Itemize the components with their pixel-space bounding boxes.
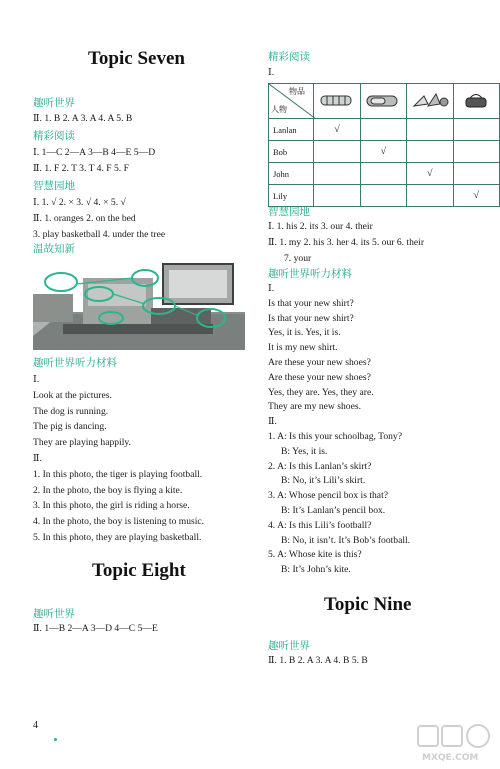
bag-icon — [456, 90, 496, 110]
material-line: The dog is running. — [33, 405, 109, 417]
pencil-case-picture — [314, 84, 360, 119]
listening-answers: Ⅱ. 1. B 2. A 3. A 4. A 5. B — [33, 113, 133, 124]
watermark-logo-graphic — [414, 722, 498, 764]
check-cell — [453, 141, 499, 163]
check-cell — [453, 119, 499, 141]
material-line: Are these your new shoes? — [268, 371, 371, 383]
material-line: 5. In this photo, they are playing basketball. — [33, 531, 202, 543]
material-line: 1. In this photo, the tiger is playing football. — [33, 468, 203, 480]
topic-nine-title: Topic Nine — [324, 594, 412, 615]
check-cell — [407, 141, 453, 163]
row-name: Lily — [269, 185, 314, 207]
material-line: 3. In this photo, the girl is riding a horse. — [33, 500, 190, 512]
section-heading-listening: 趣听世界 — [33, 97, 75, 109]
check-cell — [360, 119, 406, 141]
decorative-dot — [54, 738, 57, 741]
pencil-box-picture — [360, 84, 406, 119]
dialogue-question: 1. A: Is this your schoolbag, Tony? — [268, 430, 402, 442]
dialogue-answer: B: Yes, it is. — [281, 445, 328, 457]
material-line: The pig is dancing. — [33, 421, 107, 433]
bedroom-illustration-drawing — [33, 258, 245, 350]
material-line: Ⅱ. — [268, 416, 277, 428]
wisdom-answers — [33, 195, 165, 242]
section-heading-reading: 精彩阅读 — [33, 130, 75, 142]
answer-line: Ⅰ. 1—C 2—A 3—B 4—E 5—D — [33, 147, 156, 158]
check-cell — [314, 141, 360, 163]
reading-answers — [33, 145, 155, 177]
section-heading-listening: 趣听世界 — [268, 640, 310, 652]
listening-answers: Ⅱ. 1—B 2—A 3—D 4—C 5—E — [33, 623, 158, 634]
answer-line: Ⅱ. 1. F 2. T 3. T 4. F 5. F — [33, 162, 129, 174]
material-line: Yes, it is. Yes, it is. — [268, 327, 341, 339]
material-line: Ⅰ. — [268, 283, 275, 294]
check-cell — [314, 185, 360, 207]
reading-subsection-label: Ⅰ. — [268, 67, 275, 78]
matching-table — [268, 83, 500, 207]
section-heading-listening: 趣听世界 — [33, 608, 75, 620]
answer-line: 7. your — [284, 252, 312, 264]
check-cell: √ — [314, 119, 360, 141]
dialogue-answer: B: It’s Lanlan’s pencil box. — [281, 504, 386, 516]
dialogue-answer: B: No, it’s Lili’s skirt. — [281, 475, 366, 487]
header-person-label: 人物 — [271, 105, 287, 114]
toys-icon — [410, 90, 450, 110]
section-heading-wisdom: 智慧园地 — [268, 206, 310, 218]
material-line: Look at the pictures. — [33, 389, 112, 401]
check-cell — [407, 119, 453, 141]
bag-picture — [453, 84, 499, 119]
section-heading-listening-material: 趣听世界听力材料 — [268, 268, 352, 280]
row-name: Bob — [269, 141, 314, 163]
material-line: Are these your new shoes? — [268, 356, 371, 368]
section-heading-review: 温故知新 — [33, 243, 75, 255]
answer-line: Ⅰ. 1. √ 2. × 3. √ 4. × 5. √ — [33, 197, 126, 208]
row-name: Lanlan — [269, 119, 314, 141]
listening-material-text — [268, 282, 410, 578]
answer-line: Ⅰ. 1. his 2. its 3. our 4. their — [268, 221, 373, 232]
check-cell — [407, 185, 453, 207]
material-line: It is my new shirt. — [268, 342, 338, 354]
material-line: Ⅱ. — [33, 452, 42, 464]
listening-answers: Ⅱ. 1. B 2. A 3. A 4. B 5. B — [268, 655, 368, 666]
listening-material-text — [33, 372, 204, 546]
check-cell: √ — [453, 185, 499, 207]
toys-picture — [407, 84, 453, 119]
check-cell — [360, 185, 406, 207]
material-line: Is that your new shirt? — [268, 312, 354, 324]
watermark-logo — [414, 722, 498, 764]
material-line: Is that your new shirt? — [268, 297, 354, 309]
dialogue-answer: B: It’s John’s kite. — [281, 564, 351, 576]
svg-text:MXQE.COM: MXQE.COM — [422, 753, 479, 763]
row-name: John — [269, 163, 314, 185]
pencil-box-icon — [363, 90, 403, 110]
section-heading-listening-material: 趣听世界听力材料 — [33, 357, 117, 369]
section-heading-reading: 精彩阅读 — [268, 51, 310, 63]
dialogue-question: 3. A: Whose pencil box is that? — [268, 490, 388, 502]
dialogue-answer: B: No, it isn’t. It’s Bob’s football. — [281, 534, 411, 546]
dialogue-question: 4. A: Is this Lili’s football? — [268, 519, 372, 531]
answer-line: 3. play basketball 4. under the tree — [33, 228, 166, 240]
page-number: 4 — [33, 720, 38, 731]
material-line: 2. In the photo, the boy is flying a kite. — [33, 484, 183, 496]
bedroom-illustration — [33, 258, 245, 350]
material-line: 4. In the photo, the boy is listening to music. — [33, 516, 205, 528]
dialogue-question: 2. A: Is this Lanlan’s skirt? — [268, 460, 372, 472]
topic-seven-title: Topic Seven — [88, 48, 185, 69]
material-line: Ⅰ. — [33, 374, 40, 385]
check-cell — [453, 163, 499, 185]
answer-line: Ⅱ. 1. oranges 2. on the bed — [33, 212, 136, 224]
check-cell: √ — [360, 141, 406, 163]
topic-eight-title: Topic Eight — [92, 560, 186, 581]
material-line: They are my new shoes. — [268, 401, 361, 413]
material-line: Yes, they are. Yes, they are. — [268, 386, 374, 398]
dialogue-question: 5. A: Whose kite is this? — [268, 549, 362, 561]
check-cell — [314, 163, 360, 185]
table-header-corner — [269, 84, 314, 119]
header-items-label: 物品 — [289, 87, 305, 96]
wisdom-answers — [268, 219, 424, 266]
section-heading-wisdom: 智慧园地 — [33, 180, 75, 192]
material-line: They are playing happily. — [33, 437, 131, 449]
check-cell: √ — [407, 163, 453, 185]
pencil-case-icon — [317, 90, 357, 110]
check-cell — [360, 163, 406, 185]
answer-line: Ⅱ. 1. my 2. his 3. her 4. its 5. our 6. their — [268, 236, 425, 248]
